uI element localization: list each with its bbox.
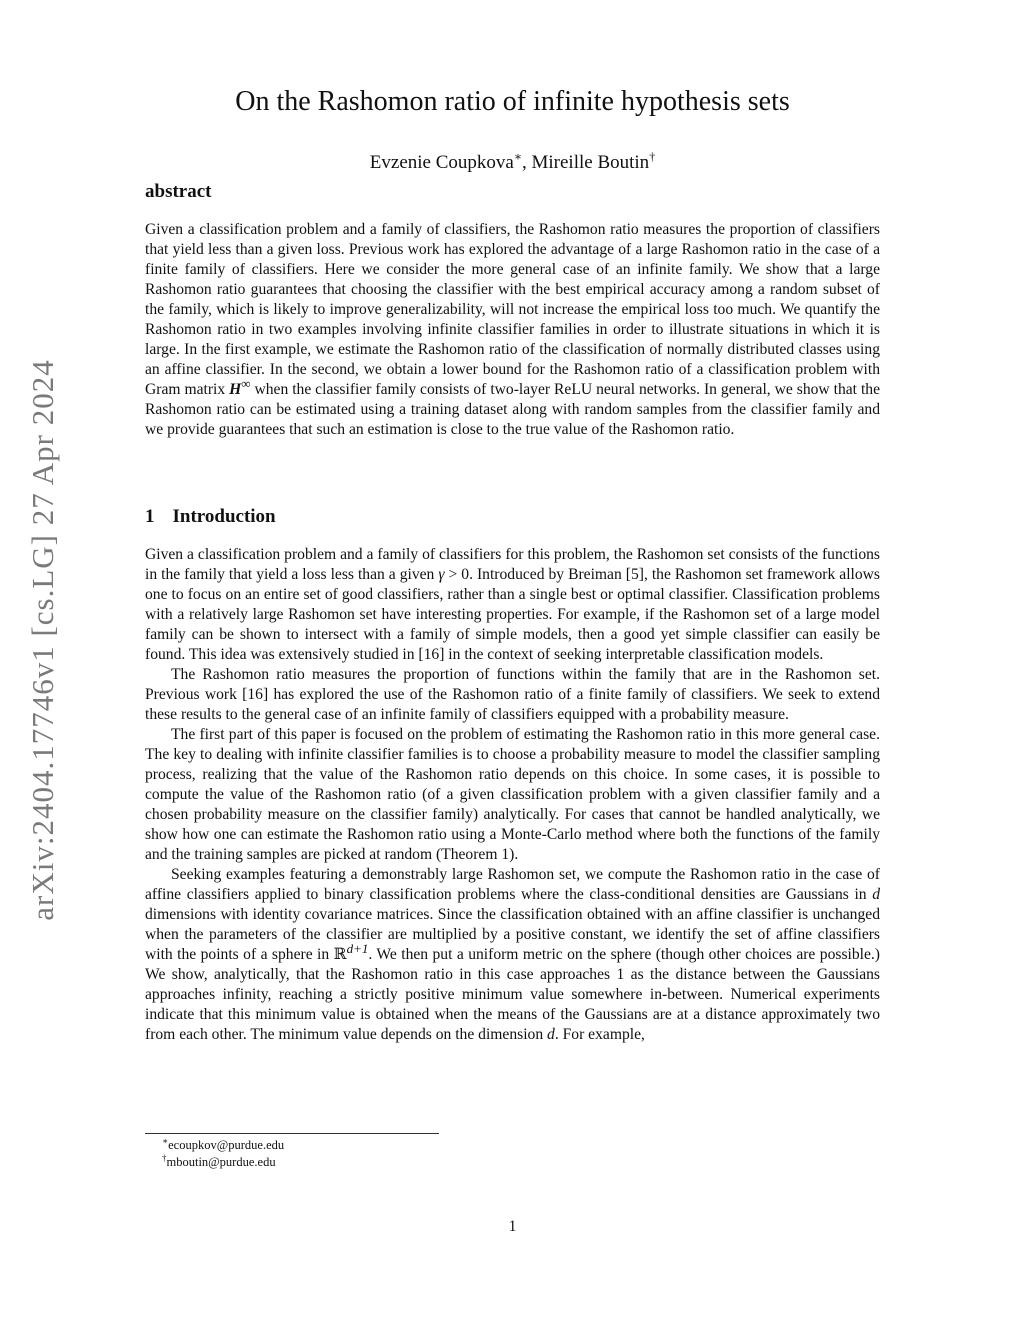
footnote-divider xyxy=(145,1133,439,1134)
gram-matrix-symbol: H xyxy=(229,381,242,398)
author-name: Mireille Boutin xyxy=(531,152,650,173)
paragraph: The Rashomon ratio measures the proportion of functions within the family that are in the Rashomon set. Previous work [16] has explored the use of the Rashomon ratio of a finite family of classifiers. We seek to extend these results to the general case of an infinite family of classifiers equipped with a probability measure. xyxy=(145,666,880,723)
paragraph-text: dimensions with identity covariance matrices. Since the classification obtained with an affine classifier is unchanged when the parameters of the classifier are multiplied by a positive constant, we identify the set of affine classifiers with the points of a sphere in xyxy=(145,906,880,963)
paragraph-text: Given a classification problem and a family of classifiers for this problem, the Rashomon set consists of the functions in the family that yield a loss less than a given xyxy=(145,546,880,583)
paper-title: On the Rashomon ratio of infinite hypothesis sets xyxy=(235,86,790,117)
paragraph-text: Seeking examples featuring a demonstrably large Rashomon set, we compute the Rashomon ratio in the case of affine classifiers applied to binary classification problems where the class-conditional densities are Gaussians in xyxy=(145,866,880,903)
abstract-text-part: when the classifier family consists of two-layer ReLU neural networks. In general, we show that the Rashomon ratio can be estimated using a training dataset along with random samples from the classifier family and we provide guarantees that such an estimation is close to the true value of the Rashomon ratio. xyxy=(145,381,880,438)
paragraph-text: . For example, xyxy=(554,1026,645,1043)
math-reals-superscript: d+1 xyxy=(346,940,369,956)
footnote xyxy=(162,1137,284,1154)
footnote-mark: † xyxy=(649,149,656,164)
abstract-text xyxy=(145,220,880,440)
page-number: 1 xyxy=(508,1218,517,1235)
math-gamma: γ xyxy=(438,566,445,583)
arxiv-identifier-stamp: arXiv:2404.17746v1 [cs.LG] 27 Apr 2024 xyxy=(25,359,60,921)
abstract-text-part: Given a classification problem and a family of classifiers, the Rashomon ratio measures the proportion of classifiers that yield less than a given loss. Previous work has explored the advantage of a large Rashomon ratio in the case of a finite family of classifiers. Here we consider the more general case of an infinite family. We show that a large Rashomon ratio guarantees that choosing the classifier with the best empirical accuracy among a random subset of the family, which is likely to improve generalizability, will not increase the empirical loss too much. We quantify the Rashomon ratio in two examples involving infinite classifier families in order to illustrate situations in which it is large. In the first example, we estimate the Rashomon ratio of the classification of normally distributed classes using an affine classifier. In the second, we obtain a lower bound for the Rashomon ratio of a classification problem with Gram matrix xyxy=(145,221,880,398)
gram-matrix-superscript: ∞ xyxy=(241,375,251,391)
paragraph xyxy=(145,545,880,665)
footnote-mark: ∗ xyxy=(162,1135,169,1146)
section-number: 1 xyxy=(145,506,155,527)
footnote-mark: † xyxy=(162,1152,167,1163)
footnote-mark: ∗ xyxy=(513,149,522,164)
section-heading xyxy=(145,506,276,528)
introduction-body xyxy=(145,545,880,1045)
author-separator: , xyxy=(522,152,532,173)
paragraph-text: . We then put a uniform metric on the sphere (though other choices are possible.) We show, analytically, that the Rashomon ratio in this case approaches 1 as the distance between the Gaussians approaches infinity, reaching a strictly positive minimum value somewhere in-between. Numerical experiments indicate that this minimum value is obtained when the means of the Gaussians are at a distance approximately two from each other. The minimum value depends on the dimension xyxy=(145,946,880,1043)
math-reals: ℝ xyxy=(333,946,347,963)
math-d: d xyxy=(872,886,880,903)
section-title: Introduction xyxy=(172,506,276,527)
paragraph-text: > 0. Introduced by Breiman [5], the Rashomon set framework allows one to focus on an entire set of good classifiers, rather than a single best or optimal classifier. Classification problems with a relatively large Rashomon set have interesting properties. For example, if the Rashomon set of a large model family can be shown to intersect with a family of simple models, then a good yet simple classifier can easily be found. This idea was extensively studied in [16] in the context of seeking interpretable classification models. xyxy=(145,566,880,663)
paragraph: The first part of this paper is focused on the problem of estimating the Rashomon ratio in this more general case. The key to dealing with infinite classifier families is to choose a probability measure to model the classifier sampling process, realizing that the value of the Rashomon ratio depends on this choice. In some cases, it is possible to compute the value of the Rashomon ratio (of a given classification problem with a given classifier family and a chosen probability measure on the classifier family) analytically. For cases that cannot be handled analytically, we show how one can estimate the Rashomon ratio using a Monte-Carlo method where both the functions of the family and the training samples are picked at random (Theorem 1). xyxy=(145,726,880,863)
author-name: Evzenie Coupkova xyxy=(369,152,514,173)
paragraph xyxy=(145,865,880,1045)
footnotes xyxy=(162,1137,284,1171)
footnote-email: mboutin@purdue.edu xyxy=(166,1155,276,1169)
footnote xyxy=(162,1154,284,1171)
math-d: d xyxy=(547,1026,555,1043)
abstract-heading: abstract xyxy=(145,181,212,202)
footnote-email: ecoupkov@purdue.edu xyxy=(168,1138,285,1152)
author-line xyxy=(145,149,880,174)
